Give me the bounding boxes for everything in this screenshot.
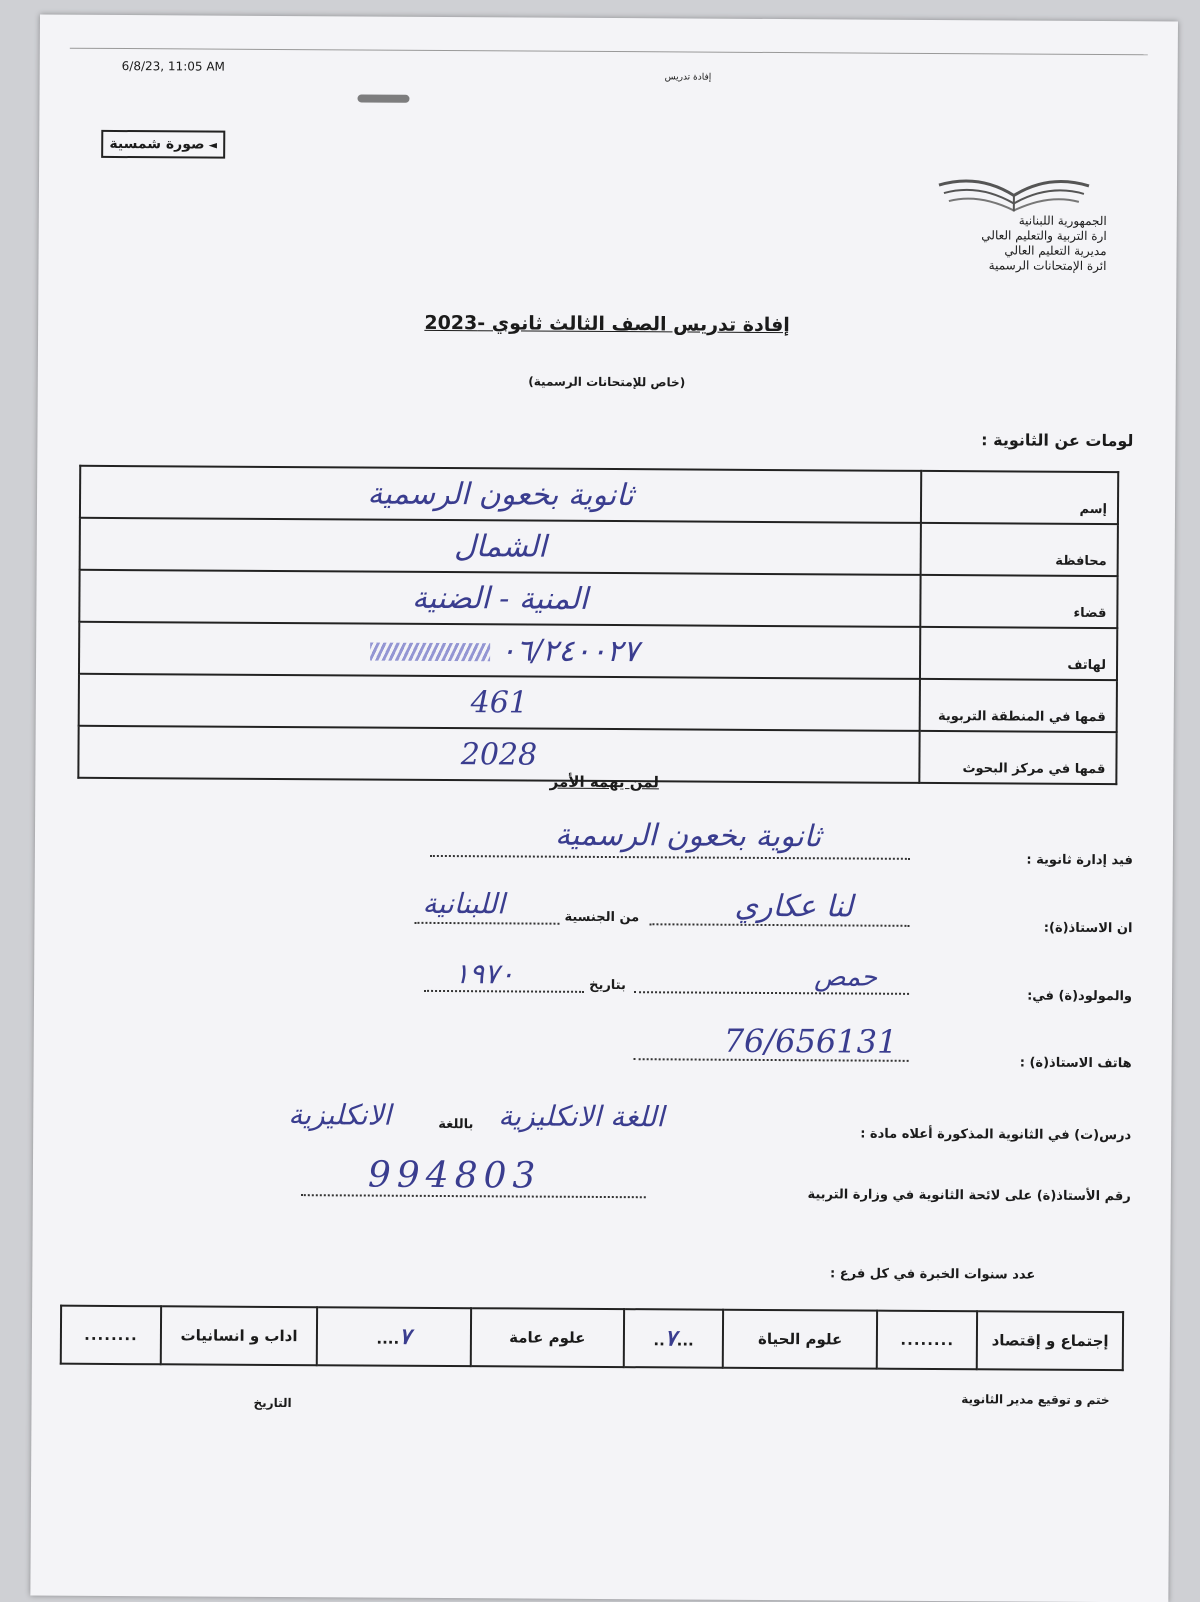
regional-number-value: 461 [79, 674, 920, 731]
dot-leader: .. [653, 1331, 665, 1350]
experience-value: ........ [61, 1306, 161, 1365]
regional-number-label: قمها في المنطقة التربوية [920, 679, 1117, 732]
school-info-heading: لومات عن الثانوية : [981, 430, 1134, 451]
birth-date-field-label: بتاريخ [589, 977, 626, 994]
print-top-rule [70, 48, 1148, 56]
ministry-number-field-label: رقم الأستاذ(ة) على لائحة الثانوية في وزارة التربية [807, 1187, 1131, 1205]
table-row [80, 466, 1118, 524]
teacher-field-label: ان الاستاذ(ة): [1043, 920, 1133, 937]
document-subtitle: (خاص للإمتحانات الرسمية) [528, 374, 686, 390]
birth-place-field-label: والمولود(ة) في: [1027, 988, 1133, 1005]
subject-field-label: درس(ت) في الثانوية المذكورة أعلاه مادة : [860, 1126, 1132, 1144]
experience-branch: إجتماع و إقتصاد [977, 1311, 1123, 1370]
arrow-icon: ◄ [208, 138, 218, 152]
to-whom-heading: لمن يهمه الأمر [549, 772, 660, 792]
ministry-line: مديرية التعليم العالي [1004, 243, 1107, 259]
print-page-title: إفادة تدريس [664, 72, 712, 83]
subject-field-value: اللغة الانكليزية [498, 1099, 665, 1134]
experience-value: ٧ [664, 1325, 677, 1352]
ministry-line: الجمهورية اللبنانية [1018, 213, 1107, 229]
school-field-dots [430, 855, 910, 860]
experience-field-label: عدد سنوات الخبرة في كل فرع : [830, 1266, 1036, 1283]
experience-table [60, 1305, 1124, 1371]
nationality-field-dots [414, 922, 559, 925]
school-name-label: إسم [921, 471, 1118, 524]
ministry-number-field-value: 994803 [367, 1154, 542, 1197]
ministry-line: ائرة الإمتحانات الرسمية [988, 258, 1107, 274]
print-timestamp: 6/8/23, 11:05 AM [121, 59, 225, 74]
birth-date-field-value: ١٩٧٠ [454, 957, 515, 991]
experience-value-cell [624, 1309, 723, 1368]
governorate-value: الشمال [80, 518, 921, 575]
school-phone-value: ٠٦/٢٤٠٠٢٧ [499, 632, 640, 669]
governorate-label: محافظة [921, 523, 1118, 576]
experience-value: ٧ [399, 1323, 412, 1350]
research-center-number-value: 2028 [78, 726, 919, 783]
table-row [79, 570, 1117, 628]
photo-box [101, 130, 225, 159]
document-title: إفادة تدريس الصف الثالث ثانوي -2023 [424, 311, 790, 337]
table-row [80, 518, 1118, 576]
experience-branch: اداب و انسانيات [161, 1306, 317, 1365]
document-page [30, 15, 1178, 1602]
research-center-number-label: قمها في مركز البحوث [919, 731, 1116, 784]
birth-place-field-value: حمص [814, 962, 878, 993]
date-label: التاريخ [253, 1395, 292, 1411]
ink-smudge [357, 94, 409, 102]
experience-branch: علوم الحياة [723, 1310, 877, 1369]
language-field-value: الانكليزية [288, 1098, 392, 1132]
dot-leader: ... [676, 1331, 694, 1350]
school-field-label: فيد إدارة ثانوية : [1026, 852, 1133, 869]
redaction-scribble [370, 642, 490, 661]
stamp-signature-label: ختم و توقيع مدير الثانوية [961, 1392, 1110, 1408]
phone-cell [79, 622, 920, 679]
experience-value: ........ [877, 1311, 977, 1370]
school-field-value: ثانوية بخعون الرسمية [554, 817, 822, 855]
table-row [61, 1306, 1123, 1370]
school-phone-label: لهاتف [920, 627, 1117, 680]
nationality-field-label: من الجنسية [564, 909, 640, 926]
teacher-phone-field-label: هاتف الاستاذ(ة) : [1019, 1055, 1132, 1072]
district-value: المنية - الضنية [79, 570, 920, 627]
table-row [79, 622, 1117, 680]
experience-branch: علوم عامة [470, 1308, 624, 1367]
teacher-phone-field-value: 76/656131 [723, 1021, 898, 1061]
ministry-header [936, 213, 1106, 274]
dot-leader: .... [376, 1329, 400, 1348]
nationality-field-value: اللبنانية [422, 886, 505, 921]
ministry-line: ارة التربية والتعليم العالي [981, 228, 1107, 244]
teacher-field-value: لنا عكاري [734, 888, 854, 925]
language-field-label: باللغة [438, 1116, 474, 1133]
photo-box-label: صورة شمسية [109, 135, 205, 153]
school-name-value: ثانوية بخعون الرسمية [80, 466, 921, 523]
table-row [79, 674, 1117, 732]
school-info-table [77, 465, 1119, 785]
district-label: قضاء [920, 575, 1117, 628]
experience-value-cell [317, 1307, 471, 1366]
